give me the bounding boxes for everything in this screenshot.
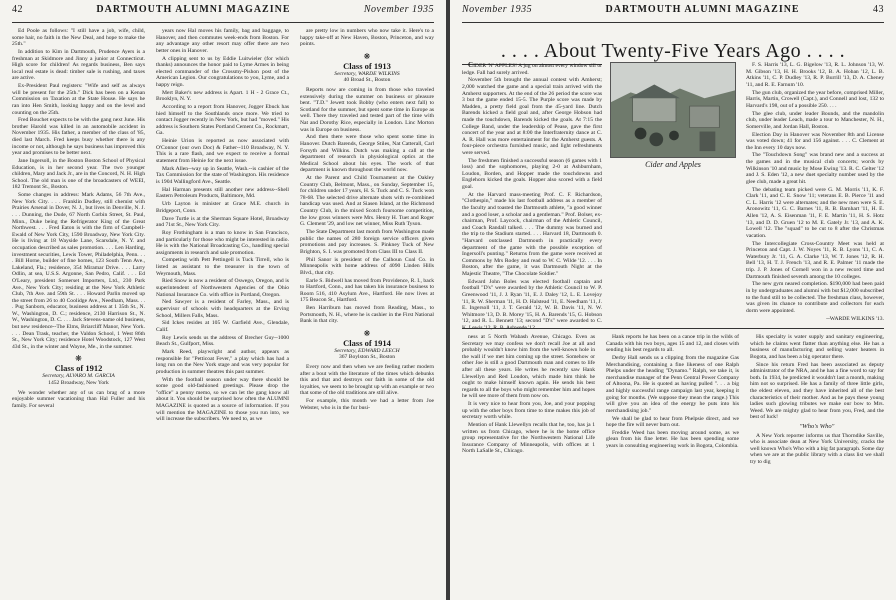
class-1914-address: 367 Boylston St., Boston xyxy=(338,354,396,361)
ornament-icon: ❋ xyxy=(363,328,371,338)
paragraph: According to a report from Hanover, Jogger Ebuck has hied himself to the Southlands once more. We tried to contact Jogger recently in New York, but had "moved." His address is Southern States Portland Cement Co., Rockmart, Ga. xyxy=(156,104,289,137)
right-magazine-title: DARTMOUTH ALUMNI MAGAZINE xyxy=(605,4,800,15)
paragraph: We shall be glad to hear from Phelpsie direct, and we hope the fire will never burn out. xyxy=(606,415,739,429)
paragraph: Earle S. Bidwell has moved from Providence, R. I., back to Hartford, Conn., and has taken his insurance business to Room 516, 410 Asylum Ave., Hartford. He now lives at 175 Beacon St., Hartford. xyxy=(300,277,434,304)
paragraph: At the Parent and Child Tournament at the Oakley Country Club, Belmont, Mass., on Sunday, September 15, for children under 17 years, H. S. Tuck and C. S. Tuck won 78-68. The selected drive alternate shots with re-combined handicap was used. And at Siasen Island, at the Richmond Country Club, in the mixed Scotch foursome competition, the low gross winners were Mrs. Henry H. Tuet and Roger G. Clement '29, and low net winner, Miss Ruth Tyson. xyxy=(300,175,434,228)
article-signoff: --WARDE WILKINS '13. xyxy=(826,316,884,323)
paragraph: Ried Snow is now a resident of Oswego, Oregon, and is superintendent of Northwestern Agencies of the Ohio National Insurance Co. with office in Portland, Oregon. xyxy=(156,278,289,298)
paragraph: Competing with Pett Pettingell is Tuck Tirrell, who is listed as assistant to the treasurer in the town of Weymouth, Mass. xyxy=(156,257,289,277)
paragraph: The "Touchdown Song" was brand new and a success at the games and in the musical club concerts; words by Wilkinson '10 and music by Mose Ewing '13. R. C. Gelter '12 and J. S. Eden '12, a new duet specialty number used by the glee club, made a great hit. xyxy=(746,152,884,185)
paragraph: F. S. Harris '13, L. G. Bigelow '13, R. L. Johnson '13, W. M. Gibson '13, H. H. Brooks '12, B. A. Hoban '12, L. B. Atkins '11, C. P. Dudley '13, R. P. Burrill '13, D. A. Cheney '11, and R. E. Farnum '10. xyxy=(746,62,884,88)
paragraph: A clipping sent to us by Eddie Luitwieler (for which thanks) announces the honor paid to Lyme Armes in being elected commander of the Crossmy-Pishon post of the American Legion. Our congratulations to you, Lyme, and a happy reign. xyxy=(156,55,289,88)
right-issue-date: November 1935 xyxy=(462,4,533,15)
article-col1-text xyxy=(462,62,602,332)
paragraph: Edward John Boles was elected football captain and football "D's" were awarded by the Athletic Council to W. P. Greenwood '11, J. J. Ryan '11, E. J. Daley '12, L. E. Lovejoy '11, R. W. Sherman '11, H. D. Halstead '11, E. Needham '11, J. E. Ingersoll '11, J. T. Gerald '12, W. B. Davis '11, N. W. Whitmore '13, D. B. Morey '15, H. A. Barends '15, G. Hobson '12, and R. L. Bennett '13; second "D's" were awarded to C. xyxy=(462,278,602,325)
class-1912-secretary: Secretary, ALVARO M. GARCIA xyxy=(42,373,115,380)
class-1914-secretary: Secretary, EDWARD LEECH xyxy=(334,347,400,354)
class-1914-header xyxy=(300,329,434,361)
paragraph: Ed Poole as follows: "I still have a job, wife, child, some hair, no faith in the New Deal, and hope to make the 25th." xyxy=(12,28,145,48)
paragraph: are pretty low in numbers who now take it. Here's to a happy take-off at New Haven, Boston, Princeton, and way points. xyxy=(300,28,434,48)
paragraph: Hank reports he has been on a canoe trip in the wilds of Canada with his two boys, ages 15 and 12, and closes with sending his best regards to all. xyxy=(606,334,739,354)
paragraph: years now Hal moves his family, bag and baggage, to Hanover, and then commutes week-ends from Boston. For any advantage any other resort may offer there are two better ones in Hanover. xyxy=(156,28,289,54)
paragraph: The Intercollegiate Cross-Country Meet was held at Princeton and Capt. J. W. Noyes '11, R. B. Lyons '11, C. A. Waterbury Jr. '11, G. A. Clarke '13, W. T. Jones '12, R. H. Bell '13, H. T. J. French '13, and R. E. Palmer '11 made the trip. J. P. Jones of Cornell won in a new record time and Dartmouth finished seventh among the 10 colleges. xyxy=(746,240,884,280)
paragraph: Ex-President Paul registers: "Wife and self as always will be present for the 25th." Dick has been on a Kenan Commission on Taxation at the State House. He says he ran into Hen Smith, looking happy and on the level and counting on the 25th. xyxy=(12,83,145,116)
paragraph: Mert Baker's new address is Apart. 1 H - 2 Grace Ct., Brooklyn, N. Y. xyxy=(156,89,289,103)
cider-and-apples-photo xyxy=(610,62,736,158)
paragraph: The freshmen finished a successful season (6 games with 1 loss) and the sophomores, playing 2-0 at Ashburnham, Loudon, Borden, and Hopper made the touchdowns and Englehorn kicked the goals. Hopper also scored with a field goal. xyxy=(462,157,602,191)
paragraph: The new gym neared completion. $190,000 had been paid in by undergraduates and alumni with but $12,000 subscribed to the fund still to be collected. The freshman class, however, was given its chance to contribute and collectors for each dorm were appointed. xyxy=(746,281,885,314)
paragraph: Heinie Urion is reported as now associated with O'Connor (our own Doc) & Father--110 Broadway, N. Y. This is a rare flash, and we expect to receive a formal statement from Heinie for the next issue. xyxy=(156,138,289,165)
class-1912-header xyxy=(12,354,145,386)
ornament-icon: ❋ xyxy=(363,51,371,61)
drop-cap: C xyxy=(468,61,474,69)
left-magazine-title: DARTMOUTH ALUMNI MAGAZINE xyxy=(96,4,291,15)
bottom-col1-text xyxy=(462,334,595,455)
paragraph: Ned Sawyer is a resident of Farley, Mass., and is supervisor of schools with headquarters at the Erving School, Millers Falls, Mass. xyxy=(156,299,289,319)
ornament-icon: ❋ xyxy=(75,354,82,364)
paragraph: Hal Harman presents still another new address--Shell Eastern Petroleum Products, Baltimore, Md. xyxy=(156,186,289,200)
paragraph: Derby Hall sends us a clipping from the magazine Gas Merchandising, containing a fine likeness of one Ralph Phelps under the heading "Dynamo." Ralph, we take it, is merchandise manager of the Penn Central Power Company of Altoona, Pa. He is quoted as having pulled ". . . a big and highly successful range campaign last year, keeping it going for months. (We suppose they mean the range.) This will give you an idea of the energy he puts into his merchandising job." xyxy=(606,354,739,414)
class-1912-address: 1452 Broadway, New York xyxy=(48,380,109,387)
paragraph: A New York reporter informs us that Thorndike Saville, who is associate dean at New York University, cracks the well known Who's Who with a big fat paragraph. Some day when we are at the public library with a class list we shall try to dig xyxy=(750,432,884,465)
paragraph: Sid Ickes resides at 105 W. Garfield Ave., Glendale, Calif. xyxy=(156,320,289,333)
article-headline: . . . . About Twenty-Five Years Ago . . . . xyxy=(500,40,846,62)
paragraph: At the Harvard mass-meeting Prof. C. F. Richardson, "Clothespin," made his last football address as a member of the faculty and toasted the Dartmouth athlete, "a good winner and a good loser, a scholar and a gentleman." Prof. Bolser, ex-chairman, Prof. Laycock, chairman of the Athletic Council, and Coach Randall talked. . . . The dummy was burned and the trip to the Stadium started. . . . Harvard 18, Dartmouth 0. "Harvard outclassed Dartmouth in practically every department of the game with the possible exception of Ingersoll's punting." Returns from the game were received at Commons by Mrs Rodey and read to W. C. Wilde '12. . . . In Boston, after the game, it was Dartmouth Night at the Majestic Theatre, "The Chocolate Soldier." xyxy=(462,191,602,277)
paragraph: Mark Reed, playwright and author, appears as responsible for "Petticoat Fever," a play which has had a long run on the New York stage and was very popular for production in summer theatres this past summer. xyxy=(156,349,289,375)
paragraph: The debating team picked were G. M. Morris '11, K. F. Clark '11, and C. E. Snow '11; veterans E. B. Pierce '11 and C. L. Harris '12 were alternates; and the new men were S. E. Aronowitz '11, G. C. Barnes '11, R. B. Barnhart '11, H. E. Allen '12, A. S. Eisenman '11, F. E. Martin '11, H. S. Hotz '13, and D. D. Gruen '12 to M. E. Gately Jr. '13, and A. K. Lowell '12. The "squad" to be cut to 8 after the Christmas vacation. xyxy=(746,186,884,239)
photo-caption: Cider and Apples xyxy=(645,160,701,169)
bottom-column-1 xyxy=(462,334,595,594)
left-running-head xyxy=(12,4,434,20)
right-page xyxy=(450,0,896,600)
bottom-column-2 xyxy=(606,334,739,594)
paragraph: For example, this month we had a letter from Joe Webster, who is in the fur busi- xyxy=(300,398,434,411)
class-1913-secretary: Secretary, WARDE WILKINS xyxy=(334,70,400,77)
paragraph: His specialty is water supply and sanitary engineering, which he claims went flatter than anything else. He has a business of manufacturing and selling water heaters in Bogota, and has been a big operator there. xyxy=(750,334,884,360)
article-column-2 xyxy=(746,62,884,324)
paragraph: It is very nice to hear from you, Joe, and your popping up with the other boys from time to time makes this job of secretary worth while. xyxy=(462,401,595,421)
paragraph: Mention of Hank Llewellyn recalls that he, too, has ja 1 written us from Chicago, where he is the home office group representative for the Northwestern National Life Insurance Company of Minneapolis, with offices at 1 North LaSalle St., Chicago. xyxy=(462,422,595,455)
left-col1-text xyxy=(12,28,145,350)
bottom-column-3 xyxy=(750,334,884,594)
paragraph: With the football season under way there should be some good old-fashioned greetings. Please drop the "office" a penny memo, so we can let the gang know all about it. You should be surprised how often the ALUMNI MAGAZINE is quoted as a source of information. If you will mention the MAGAZINE to those you run into, we will increase the subscribers. We need to, as we xyxy=(156,376,289,423)
left-column-2 xyxy=(156,28,289,594)
class-1913-header xyxy=(300,52,434,84)
left-column-1 xyxy=(12,28,145,594)
paragraph: Every now and then when we are feeling rather modern after a bout with the literature of the times which debunks this and that and destroys our faith in some of the old loyalties, we seem to be brought up with an example or two that some of the old traditions are still alive. xyxy=(300,364,434,397)
class-1914-title: Class of 1914 xyxy=(343,337,391,348)
left-page xyxy=(0,0,446,600)
paragraph: Urb Layton is minister at Grace M.E. church in Bridgeport, Conn. xyxy=(156,201,289,214)
article-column-1 xyxy=(462,62,602,324)
left-issue-date: November 1935 xyxy=(363,4,434,15)
paragraph: We wonder whether any of us can brag of a more enjoyable summer vacationing than Hal Fuller and his family. For several xyxy=(12,389,145,409)
paragraph: Phil Sanor is president of the Calhoun Coal Co. in Minneapolis with home address of 4090 Linden Hills Blvd., that city. xyxy=(300,256,434,276)
paragraph: And then there were those who spent some time in Hanover. Dutch Barends, George Stiles, Nat Catterall, Carl Forsyth and Wilkins. Dutch was making a call at the department of research in physiological optics at the Medical School about his eyes. The work of that department is known throughout the world now. xyxy=(300,134,434,174)
whos-who-text xyxy=(750,433,884,466)
paragraph: The gun club, organized the year before, comprised Miller, Harris, Martin, Crowell (Capt.), and Connell and lost, 132 to Harvard's 198, out of a possible 250. . . . xyxy=(746,89,884,109)
paragraph: In addition to Kim in Dartmouth, Prudence Ayers is a freshman at Skidmore and Jinny a junior at Connecticut. High score for children! As regards business, Ben says local real estate is dead: timber sale is rushing, and taxes are active. xyxy=(12,48,145,82)
paragraph: Jane Ingersoll, in the Boston Boston School of Physical Education, is in her second year. The two younger children, Mary and Jack Jr., are in the Concord, N. H. High School. The old man is one of the broadcasters of WEEI, 182 Tremont St., Boston. xyxy=(12,158,145,191)
right-page-number: 43 xyxy=(873,4,884,15)
paragraph: Mark Allen--way up in Seattle, Wash.--is cashier of the Tax Commission for the state of Washington. His residence is 1904 Wallingford Ave., Seattle. xyxy=(156,165,289,185)
class-1912-title: Class of 1912 xyxy=(54,363,103,374)
article-col2-text xyxy=(746,62,884,314)
class-1913-title: Class of 1913 xyxy=(343,60,391,71)
paragraph: The glee club, under leader Bounds, and the mandolin club, under leader Leach, made a tour to Manchester, N. H., Somerville, and Jordan Hall, Boston. xyxy=(746,110,884,130)
left-col2-text xyxy=(156,28,289,423)
paragraph: Roy Frothingham is a man to know in San Francisco, and particularly for those who might be interested in radio. He is with the National Broadcasting Co., handling special assignments in research and sale promotion. xyxy=(156,229,289,256)
bottom-col2-text xyxy=(606,334,739,450)
paragraph: CIDER 'N' APPLES! A jug on almost every window sill or ledge. Fall had surely arrived. xyxy=(462,61,602,76)
whos-who-heading: "Who's Who" xyxy=(799,422,835,430)
class-1913-address: 40 Broad St., Boston xyxy=(343,77,391,84)
paragraph: Roy Lewis sends us the address of Brecher Guy--1000 Beach St., Gulfport, Miss. xyxy=(156,334,289,348)
paragraph: Some changes in address: Mark Adams, 56 7th Ave., New York City. . . . Franklin Dudley, still chemist with Prairies Arsenal in Dover, N. J., but lives in Denville, N. J. . . . Dunning, the Dude, 67 North Corbin Street, St. Paul, Minn., Duke being the Refrigerator King of the Great Northwest. . . . Fred Eaton is with the firm of Campbell-Ewald of New York City, 1590 Broadway, New York City. He is living at 18 Wayside Lane, Scarsdale, N. Y. and occupation described as sales promotion. . . . Len Harding, investment securities, Lewis Tower, Philadelphia, Penn. . . . Bill Horne, builder of fine homes, 123 South Tenn Ave., Lakeland, Fla.; residence, 354 Miramar Drive. . . . Larry Odlin, at sea, U.S.S. Argonne, San Pedro, Calif. . . . Ed O'Leary, president Somerset Importers, Ltd., 230 Park Ave., New York City; residing at the New York Athletic Club, 7th Ave. and 59th St. . . . Howard Parlin moved up the street from 26 to 40 Coolidge Ave., Needham, Mass. . . . Pug Sanborn, educator, business address at 1 35th St., N. W., Washington, D. C.; residence, 2130 Harrison St., N. W., Washington, D. C. . . . Jack Stevens-name old business, but new residence--The Elms, Briarcliff Manor, New York. . . . Dean Trask, teacher, the Valdon School, 1 West 86th St., New York City; residence Hotel Woodstock, 127 West 43d St., in the winter and Wayne, Me., in the summer. xyxy=(12,192,146,350)
paragraph: Freddie Weed has been moving around some, as we glean from his fine letter. He has been spending some years in consulting engineering work in Bogota, Colombia. xyxy=(606,429,739,450)
paragraph: Election Day in Hanover was November 8th and License was voted down; 41 for and 156 against. . . . C. Clement at the Inn every 10 days now. xyxy=(746,131,884,151)
bottom-col3-text xyxy=(750,334,884,421)
paragraph: November 5th brought the annual contest with Amherst; 2,000 watched the game and a special train arrived with the Amherst supporters. At the end of the 26 period the score was 3 but the game ended 15-5. The Purple score was made by Madden, a pretty field goal from the 45-yard line. Dutch Barends kicked a field goal and, after George Hobson had made the touchdown, Barends kicked the goals. At 7:15 the College Band, under the leadership of Pease, gave the first concert of the year and at 8:00 the Interfraternity dance at C. A. R. Hall was more entertainment for the Amherst guests. A four-piece orchestra furnished music, and light refreshments were served. xyxy=(462,77,602,156)
right-running-head xyxy=(462,4,884,20)
left-head-rule xyxy=(12,22,434,23)
left-col3-mid-text xyxy=(300,87,434,325)
right-head-rule xyxy=(462,22,884,23)
paragraph: The State Department last month from Washington made public the names of 280 foreign service officers given promotions and pay increases. S. Pinkney Tuck of New Brighton, S. I. was promoted from Class III to Class II. xyxy=(300,229,434,255)
paragraph: Fred Bouchet expects to be with the gang next June. His brother Harold was killed in an automobile accident in November 1935. His father, a member of the class of '85, died last March. Fred keeps busy whether there is any income or not, although he says business has improved this year and promises to be better next. xyxy=(12,117,145,157)
paragraph: Ben Harriburn has moved from Reading, Mass., to Portsmouth, N. H., where he is cashier in the First National Bank in that city. xyxy=(300,305,434,325)
left-col3-after-text xyxy=(300,364,434,411)
mid-rule xyxy=(462,328,884,329)
paragraph: Reports now are coming in from those who traveled extensively during the summer on business or pleasure bent. "T.D." Jewett took Bobby (who enters next fall) to Scotland for the summer, but spent some time in Europe as well. There they traveled and tested part of the time with Nat and Dorothy Rice, especially in London. Linc Morton was in Europe on business. xyxy=(300,86,434,133)
left-col3-text xyxy=(300,28,434,48)
left-column-3 xyxy=(300,28,434,594)
paragraph: Since his return Fred has been associated as deputy administrator of the NRA, and he has a fine word to say for both. In 1934, he predicted it wouldn't last a month, making him not so surprised. He has a family of three little girls, the eldest eleven, and they have inherited all of the best characteristics of their mother. And as he pays these young ladies such glowing tributes we make our bow to Mrs. Weed. We are mighty glad to hear from you, Fred, and the best of luck! xyxy=(750,361,884,421)
paragraph: ness at 5 North Wabash Avenue, Chicago. Even as Secretary we may confess we don't recall Joe at all and probably wouldn't know him from the well-known hole in the wall if we met him coming up the street. Somehow or other Joe is still a good Dartmouth man and comes to life after all these years. He writes he recently saw Hank Llewellyn and Red Loudon, which made him think he ought to make himself known again. He sends his best regards to all the boys who might remember him and hopes he will see more of them from now on. xyxy=(462,334,595,400)
left-page-number: 42 xyxy=(12,4,23,15)
left-col1-after-text xyxy=(12,390,145,410)
paragraph: Dave Turtle is at the Sherman Square Hotel, Broadway and 71st St., New York City. xyxy=(156,215,289,229)
